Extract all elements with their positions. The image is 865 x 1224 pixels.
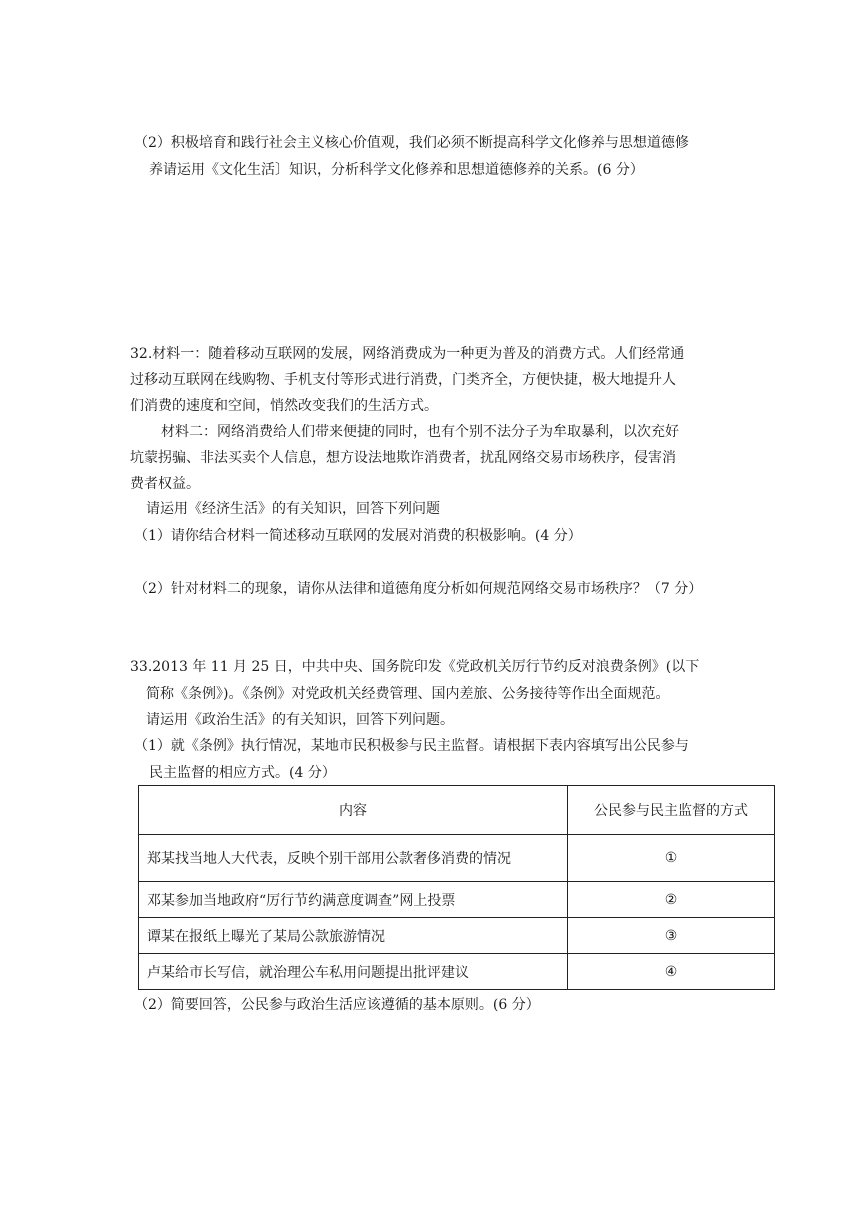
- table-header-method: 公民参与民主监督的方式: [568, 786, 775, 835]
- table-row: [139, 954, 775, 990]
- table-cell-method: ①: [568, 835, 775, 882]
- q32-material1-line2: 过移动互联网在线购物、手机支付等形式进行消费，门类齐全，方便快捷，极大地提升人: [130, 372, 676, 388]
- table-header-content: 内容: [139, 786, 568, 835]
- q32-material2-line3: 费者权益。: [130, 476, 200, 492]
- q33-sub1-line1: （1）就《条例》执行情况，某地市民积极参与民主监督。请根据下表内容填写出公民参与: [134, 738, 689, 754]
- table-header-row: [139, 786, 775, 835]
- table-cell-content: 邓某参加当地政府“厉行节约满意度调查”网上投票: [139, 882, 568, 918]
- q32-sub2: （2）针对材料二的现象，请你从法律和道德角度分析如何规范网络交易市场秩序？（7 分）: [134, 581, 703, 597]
- q31-part2-line1: （2）积极培育和践行社会主义核心价值观，我们必须不断提高科学文化修养与思想道德修: [134, 135, 689, 151]
- q32-material2-line1: 材料二：网络消费给人们带来便捷的同时，也有个别不法分子为牟取暴利，以次充好: [161, 424, 679, 440]
- table-row: [139, 918, 775, 954]
- q32-instruction: 请运用《经济生活》的有关知识，回答下列问题: [146, 501, 440, 517]
- q33-line2: 简称《条例》)。《条例》对党政机关经费管理、国内差旅、公务接待等作出全面规范。: [146, 686, 670, 702]
- q31-part2-line2: 养请运用《文化生活〕知识，分析科学文化修养和思想道德修养的关系。(6 分）: [149, 162, 644, 178]
- table-row: [139, 835, 775, 882]
- q32-material2-line2: 坑蒙拐骗、非法买卖个人信息，想方设法地欺诈消费者，扰乱网络交易市场秩序，侵害消: [130, 450, 676, 466]
- q33-line1: 33.2013 年 11 月 25 日，中共中央、国务院印发《党政机关厉行节约反对浪费条例》(以下: [130, 659, 700, 675]
- table-cell-method: ③: [568, 918, 775, 954]
- table-cell-content: 卢某给市长写信，就治理公车私用问题提出批评建议: [139, 954, 568, 990]
- q33-sub1-line2: 民主监督的相应方式。(4 分）: [149, 765, 336, 781]
- table-row: [139, 882, 775, 918]
- table-cell-content: 谭某在报纸上曝光了某局公款旅游情况: [139, 918, 568, 954]
- q32-material1-line3: 们消费的速度和空间，悄然改变我们的生活方式。: [130, 398, 438, 414]
- q32-sub1: （1）请你结合材料一简述移动互联网的发展对消费的积极影响。(4 分）: [134, 528, 582, 544]
- q33-instruction: 请运用《政治生活》的有关知识，回答下列问题。: [146, 712, 454, 728]
- q33-sub2: （2）简要回答，公民参与政治生活应该遵循的基本原则。(6 分）: [134, 997, 540, 1013]
- supervision-table: [138, 785, 775, 990]
- table-cell-method: ④: [568, 954, 775, 990]
- table-cell-content: 郑某找当地人大代表，反映个别干部用公款奢侈消费的情况: [139, 835, 568, 882]
- q32-material1-line1: 32.材料一：随着移动互联网的发展，网络消费成为一种更为普及的消费方式。人们经常通: [130, 346, 685, 362]
- table-cell-method: ②: [568, 882, 775, 918]
